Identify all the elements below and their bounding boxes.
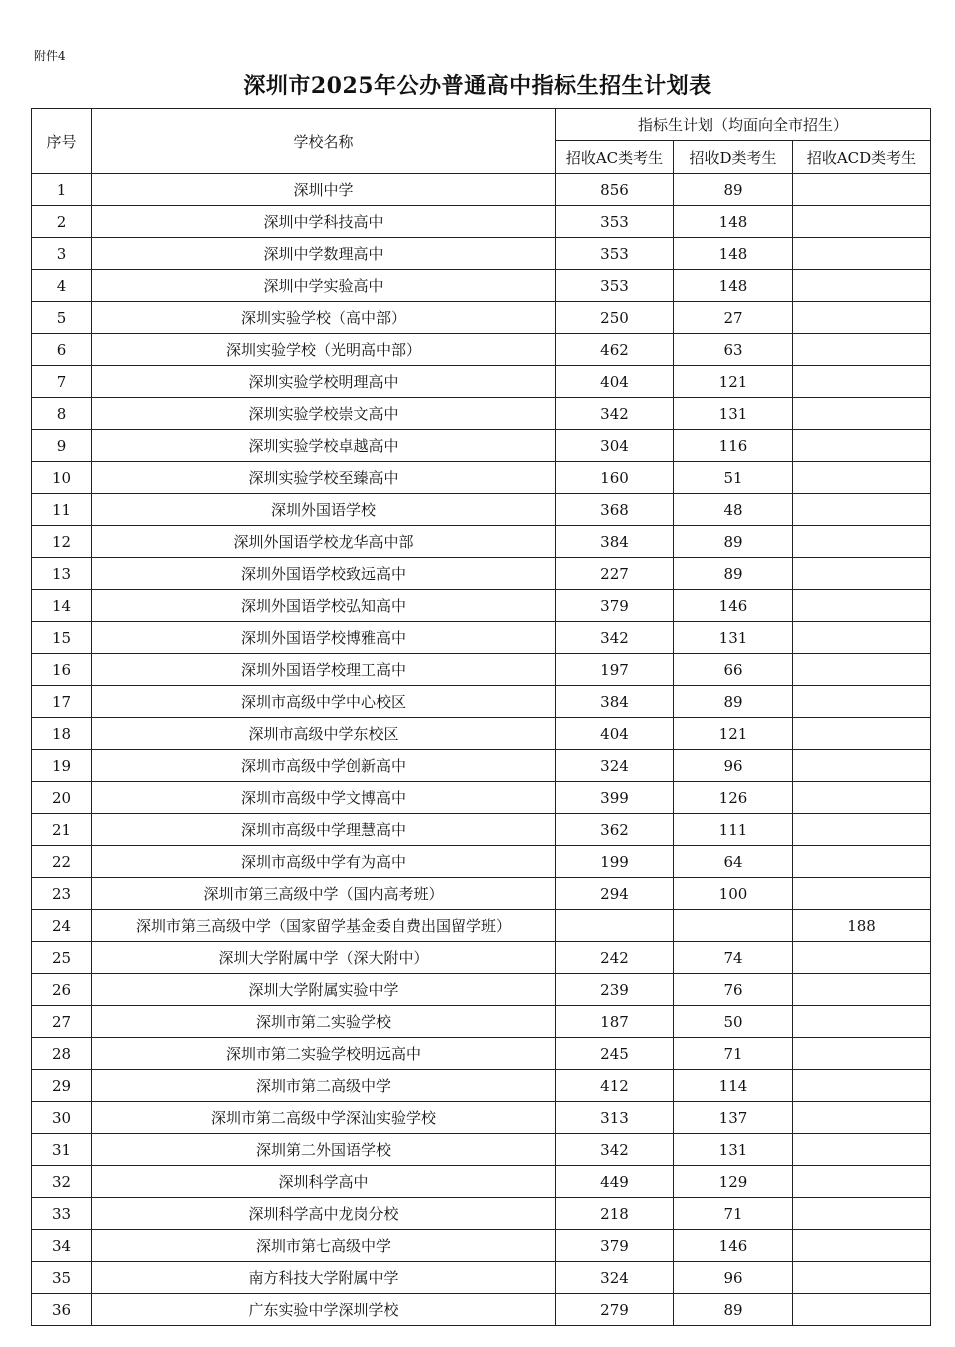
cell-acd-count bbox=[793, 750, 931, 782]
cell-school-name: 深圳实验学校卓越高中 bbox=[92, 430, 556, 462]
cell-d-count: 137 bbox=[674, 1102, 793, 1134]
cell-serial-number: 21 bbox=[32, 814, 92, 846]
cell-ac-count bbox=[556, 910, 674, 942]
cell-d-count: 27 bbox=[674, 302, 793, 334]
cell-d-count: 63 bbox=[674, 334, 793, 366]
cell-school-name: 深圳科学高中 bbox=[92, 1166, 556, 1198]
cell-acd-count bbox=[793, 1006, 931, 1038]
cell-d-count: 148 bbox=[674, 270, 793, 302]
cell-ac-count: 199 bbox=[556, 846, 674, 878]
enrollment-plan-table bbox=[31, 108, 931, 1326]
cell-serial-number: 15 bbox=[32, 622, 92, 654]
cell-d-count: 66 bbox=[674, 654, 793, 686]
cell-d-count: 96 bbox=[674, 750, 793, 782]
header-ac-students: 招收AC类考生 bbox=[556, 141, 674, 174]
attachment-label: 附件4 bbox=[34, 49, 66, 63]
cell-school-name: 深圳实验学校（高中部） bbox=[92, 302, 556, 334]
cell-d-count: 76 bbox=[674, 974, 793, 1006]
cell-serial-number: 19 bbox=[32, 750, 92, 782]
table-row bbox=[32, 558, 931, 590]
cell-acd-count bbox=[793, 1262, 931, 1294]
table-row bbox=[32, 302, 931, 334]
cell-d-count: 111 bbox=[674, 814, 793, 846]
cell-acd-count bbox=[793, 526, 931, 558]
cell-d-count: 131 bbox=[674, 622, 793, 654]
cell-serial-number: 10 bbox=[32, 462, 92, 494]
cell-acd-count bbox=[793, 654, 931, 686]
cell-ac-count: 449 bbox=[556, 1166, 674, 1198]
cell-serial-number: 14 bbox=[32, 590, 92, 622]
cell-serial-number: 8 bbox=[32, 398, 92, 430]
cell-ac-count: 379 bbox=[556, 590, 674, 622]
cell-serial-number: 33 bbox=[32, 1198, 92, 1230]
cell-serial-number: 32 bbox=[32, 1166, 92, 1198]
cell-school-name: 深圳实验学校（光明高中部） bbox=[92, 334, 556, 366]
cell-acd-count bbox=[793, 846, 931, 878]
cell-school-name: 深圳市高级中学创新高中 bbox=[92, 750, 556, 782]
table-row bbox=[32, 1070, 931, 1102]
cell-ac-count: 304 bbox=[556, 430, 674, 462]
table-row bbox=[32, 1006, 931, 1038]
cell-ac-count: 324 bbox=[556, 1262, 674, 1294]
cell-acd-count bbox=[793, 366, 931, 398]
cell-school-name: 南方科技大学附属中学 bbox=[92, 1262, 556, 1294]
header-d-students: 招收D类考生 bbox=[674, 141, 793, 174]
cell-school-name: 深圳外国语学校致远高中 bbox=[92, 558, 556, 590]
cell-acd-count bbox=[793, 622, 931, 654]
cell-acd-count bbox=[793, 430, 931, 462]
cell-serial-number: 31 bbox=[32, 1134, 92, 1166]
cell-serial-number: 7 bbox=[32, 366, 92, 398]
table-row bbox=[32, 814, 931, 846]
cell-school-name: 广东实验中学深圳学校 bbox=[92, 1294, 556, 1326]
cell-school-name: 深圳市第三高级中学（国家留学基金委自费出国留学班） bbox=[92, 910, 556, 942]
table-row bbox=[32, 398, 931, 430]
cell-acd-count bbox=[793, 302, 931, 334]
cell-serial-number: 13 bbox=[32, 558, 92, 590]
cell-school-name: 深圳外国语学校龙华高中部 bbox=[92, 526, 556, 558]
cell-school-name: 深圳实验学校明理高中 bbox=[92, 366, 556, 398]
cell-acd-count bbox=[793, 558, 931, 590]
cell-serial-number: 3 bbox=[32, 238, 92, 270]
cell-serial-number: 1 bbox=[32, 174, 92, 206]
cell-d-count: 121 bbox=[674, 366, 793, 398]
cell-serial-number: 18 bbox=[32, 718, 92, 750]
cell-d-count: 96 bbox=[674, 1262, 793, 1294]
cell-ac-count: 218 bbox=[556, 1198, 674, 1230]
table-row bbox=[32, 1134, 931, 1166]
cell-ac-count: 250 bbox=[556, 302, 674, 334]
cell-serial-number: 6 bbox=[32, 334, 92, 366]
table-row bbox=[32, 1262, 931, 1294]
table-row bbox=[32, 1038, 931, 1070]
table-row bbox=[32, 942, 931, 974]
cell-ac-count: 384 bbox=[556, 686, 674, 718]
cell-school-name: 深圳中学数理高中 bbox=[92, 238, 556, 270]
cell-school-name: 深圳外国语学校弘知高中 bbox=[92, 590, 556, 622]
cell-school-name: 深圳实验学校崇文高中 bbox=[92, 398, 556, 430]
cell-serial-number: 26 bbox=[32, 974, 92, 1006]
cell-school-name: 深圳市第二实验学校 bbox=[92, 1006, 556, 1038]
cell-serial-number: 28 bbox=[32, 1038, 92, 1070]
cell-d-count: 114 bbox=[674, 1070, 793, 1102]
cell-serial-number: 30 bbox=[32, 1102, 92, 1134]
cell-serial-number: 2 bbox=[32, 206, 92, 238]
cell-school-name: 深圳大学附属中学（深大附中） bbox=[92, 942, 556, 974]
cell-d-count: 48 bbox=[674, 494, 793, 526]
table-row bbox=[32, 910, 931, 942]
table-row bbox=[32, 718, 931, 750]
cell-serial-number: 35 bbox=[32, 1262, 92, 1294]
table-row bbox=[32, 174, 931, 206]
table-row bbox=[32, 846, 931, 878]
cell-acd-count bbox=[793, 174, 931, 206]
table-row bbox=[32, 750, 931, 782]
cell-d-count: 51 bbox=[674, 462, 793, 494]
cell-acd-count bbox=[793, 398, 931, 430]
table-row bbox=[32, 686, 931, 718]
cell-school-name: 深圳外国语学校理工高中 bbox=[92, 654, 556, 686]
cell-d-count: 50 bbox=[674, 1006, 793, 1038]
cell-school-name: 深圳市第二高级中学 bbox=[92, 1070, 556, 1102]
cell-ac-count: 362 bbox=[556, 814, 674, 846]
table-row bbox=[32, 366, 931, 398]
cell-acd-count bbox=[793, 1230, 931, 1262]
cell-ac-count: 242 bbox=[556, 942, 674, 974]
cell-d-count: 131 bbox=[674, 1134, 793, 1166]
cell-serial-number: 20 bbox=[32, 782, 92, 814]
cell-school-name: 深圳中学科技高中 bbox=[92, 206, 556, 238]
cell-d-count: 89 bbox=[674, 558, 793, 590]
cell-ac-count: 342 bbox=[556, 1134, 674, 1166]
cell-ac-count: 324 bbox=[556, 750, 674, 782]
table-row bbox=[32, 782, 931, 814]
cell-acd-count bbox=[793, 238, 931, 270]
cell-ac-count: 353 bbox=[556, 206, 674, 238]
cell-ac-count: 197 bbox=[556, 654, 674, 686]
table-row bbox=[32, 270, 931, 302]
cell-ac-count: 379 bbox=[556, 1230, 674, 1262]
cell-school-name: 深圳大学附属实验中学 bbox=[92, 974, 556, 1006]
cell-school-name: 深圳市第二实验学校明远高中 bbox=[92, 1038, 556, 1070]
cell-d-count: 89 bbox=[674, 1294, 793, 1326]
cell-serial-number: 27 bbox=[32, 1006, 92, 1038]
cell-school-name: 深圳市高级中学理慧高中 bbox=[92, 814, 556, 846]
cell-acd-count bbox=[793, 1070, 931, 1102]
cell-acd-count bbox=[793, 494, 931, 526]
cell-acd-count bbox=[793, 1134, 931, 1166]
cell-school-name: 深圳市第七高级中学 bbox=[92, 1230, 556, 1262]
cell-school-name: 深圳市高级中学东校区 bbox=[92, 718, 556, 750]
cell-d-count: 146 bbox=[674, 590, 793, 622]
table-row bbox=[32, 878, 931, 910]
table-row bbox=[32, 590, 931, 622]
cell-acd-count bbox=[793, 718, 931, 750]
cell-serial-number: 17 bbox=[32, 686, 92, 718]
cell-ac-count: 294 bbox=[556, 878, 674, 910]
cell-ac-count: 279 bbox=[556, 1294, 674, 1326]
cell-serial-number: 12 bbox=[32, 526, 92, 558]
cell-serial-number: 16 bbox=[32, 654, 92, 686]
cell-d-count: 116 bbox=[674, 430, 793, 462]
cell-acd-count bbox=[793, 270, 931, 302]
cell-d-count: 146 bbox=[674, 1230, 793, 1262]
cell-ac-count: 227 bbox=[556, 558, 674, 590]
cell-acd-count bbox=[793, 590, 931, 622]
cell-d-count: 71 bbox=[674, 1038, 793, 1070]
cell-acd-count bbox=[793, 334, 931, 366]
cell-school-name: 深圳中学实验高中 bbox=[92, 270, 556, 302]
cell-ac-count: 384 bbox=[556, 526, 674, 558]
table-row bbox=[32, 1198, 931, 1230]
cell-ac-count: 399 bbox=[556, 782, 674, 814]
cell-d-count: 100 bbox=[674, 878, 793, 910]
cell-d-count: 126 bbox=[674, 782, 793, 814]
table-row bbox=[32, 1166, 931, 1198]
cell-acd-count bbox=[793, 782, 931, 814]
table-body bbox=[32, 174, 931, 1326]
cell-d-count: 74 bbox=[674, 942, 793, 974]
cell-serial-number: 34 bbox=[32, 1230, 92, 1262]
cell-serial-number: 29 bbox=[32, 1070, 92, 1102]
cell-ac-count: 462 bbox=[556, 334, 674, 366]
cell-ac-count: 239 bbox=[556, 974, 674, 1006]
cell-acd-count bbox=[793, 1102, 931, 1134]
cell-serial-number: 23 bbox=[32, 878, 92, 910]
table-row bbox=[32, 1294, 931, 1326]
cell-d-count: 71 bbox=[674, 1198, 793, 1230]
cell-acd-count bbox=[793, 206, 931, 238]
cell-acd-count bbox=[793, 878, 931, 910]
cell-d-count: 121 bbox=[674, 718, 793, 750]
cell-serial-number: 9 bbox=[32, 430, 92, 462]
cell-ac-count: 404 bbox=[556, 366, 674, 398]
cell-d-count: 131 bbox=[674, 398, 793, 430]
cell-school-name: 深圳市第二高级中学深汕实验学校 bbox=[92, 1102, 556, 1134]
cell-d-count: 89 bbox=[674, 686, 793, 718]
cell-acd-count bbox=[793, 1038, 931, 1070]
cell-ac-count: 412 bbox=[556, 1070, 674, 1102]
cell-ac-count: 313 bbox=[556, 1102, 674, 1134]
table-row bbox=[32, 1230, 931, 1262]
cell-d-count: 129 bbox=[674, 1166, 793, 1198]
cell-acd-count bbox=[793, 974, 931, 1006]
cell-ac-count: 368 bbox=[556, 494, 674, 526]
page-title: 深圳市2025年公办普通高中指标生招生计划表 bbox=[243, 73, 712, 99]
cell-d-count: 89 bbox=[674, 174, 793, 206]
cell-acd-count bbox=[793, 814, 931, 846]
header-school-name: 学校名称 bbox=[92, 109, 556, 174]
table-row bbox=[32, 1102, 931, 1134]
cell-d-count: 89 bbox=[674, 526, 793, 558]
cell-school-name: 深圳外国语学校 bbox=[92, 494, 556, 526]
cell-school-name: 深圳市高级中学中心校区 bbox=[92, 686, 556, 718]
table-row bbox=[32, 974, 931, 1006]
cell-acd-count bbox=[793, 686, 931, 718]
cell-d-count bbox=[674, 910, 793, 942]
cell-serial-number: 22 bbox=[32, 846, 92, 878]
cell-ac-count: 353 bbox=[556, 238, 674, 270]
cell-school-name: 深圳科学高中龙岗分校 bbox=[92, 1198, 556, 1230]
cell-serial-number: 5 bbox=[32, 302, 92, 334]
cell-serial-number: 24 bbox=[32, 910, 92, 942]
cell-school-name: 深圳市第三高级中学（国内高考班） bbox=[92, 878, 556, 910]
cell-school-name: 深圳实验学校至臻高中 bbox=[92, 462, 556, 494]
table-row bbox=[32, 654, 931, 686]
cell-acd-count: 188 bbox=[793, 910, 931, 942]
cell-school-name: 深圳第二外国语学校 bbox=[92, 1134, 556, 1166]
cell-acd-count bbox=[793, 462, 931, 494]
cell-serial-number: 36 bbox=[32, 1294, 92, 1326]
table-row bbox=[32, 206, 931, 238]
cell-acd-count bbox=[793, 942, 931, 974]
cell-school-name: 深圳外国语学校博雅高中 bbox=[92, 622, 556, 654]
cell-ac-count: 245 bbox=[556, 1038, 674, 1070]
cell-acd-count bbox=[793, 1166, 931, 1198]
cell-serial-number: 11 bbox=[32, 494, 92, 526]
cell-d-count: 148 bbox=[674, 206, 793, 238]
cell-d-count: 148 bbox=[674, 238, 793, 270]
table-row bbox=[32, 430, 931, 462]
cell-acd-count bbox=[793, 1198, 931, 1230]
table-row bbox=[32, 526, 931, 558]
header-acd-students: 招收ACD类考生 bbox=[793, 141, 931, 174]
cell-school-name: 深圳市高级中学文博高中 bbox=[92, 782, 556, 814]
cell-ac-count: 342 bbox=[556, 622, 674, 654]
cell-ac-count: 353 bbox=[556, 270, 674, 302]
cell-ac-count: 404 bbox=[556, 718, 674, 750]
cell-ac-count: 187 bbox=[556, 1006, 674, 1038]
table-row bbox=[32, 622, 931, 654]
cell-d-count: 64 bbox=[674, 846, 793, 878]
cell-acd-count bbox=[793, 1294, 931, 1326]
table-row bbox=[32, 334, 931, 366]
table-row bbox=[32, 494, 931, 526]
cell-serial-number: 25 bbox=[32, 942, 92, 974]
cell-school-name: 深圳市高级中学有为高中 bbox=[92, 846, 556, 878]
table-row bbox=[32, 462, 931, 494]
header-serial-number: 序号 bbox=[32, 109, 92, 174]
cell-ac-count: 342 bbox=[556, 398, 674, 430]
cell-ac-count: 160 bbox=[556, 462, 674, 494]
cell-serial-number: 4 bbox=[32, 270, 92, 302]
cell-school-name: 深圳中学 bbox=[92, 174, 556, 206]
table-row bbox=[32, 238, 931, 270]
header-plan-group: 指标生计划（均面向全市招生） bbox=[556, 109, 931, 141]
cell-ac-count: 856 bbox=[556, 174, 674, 206]
